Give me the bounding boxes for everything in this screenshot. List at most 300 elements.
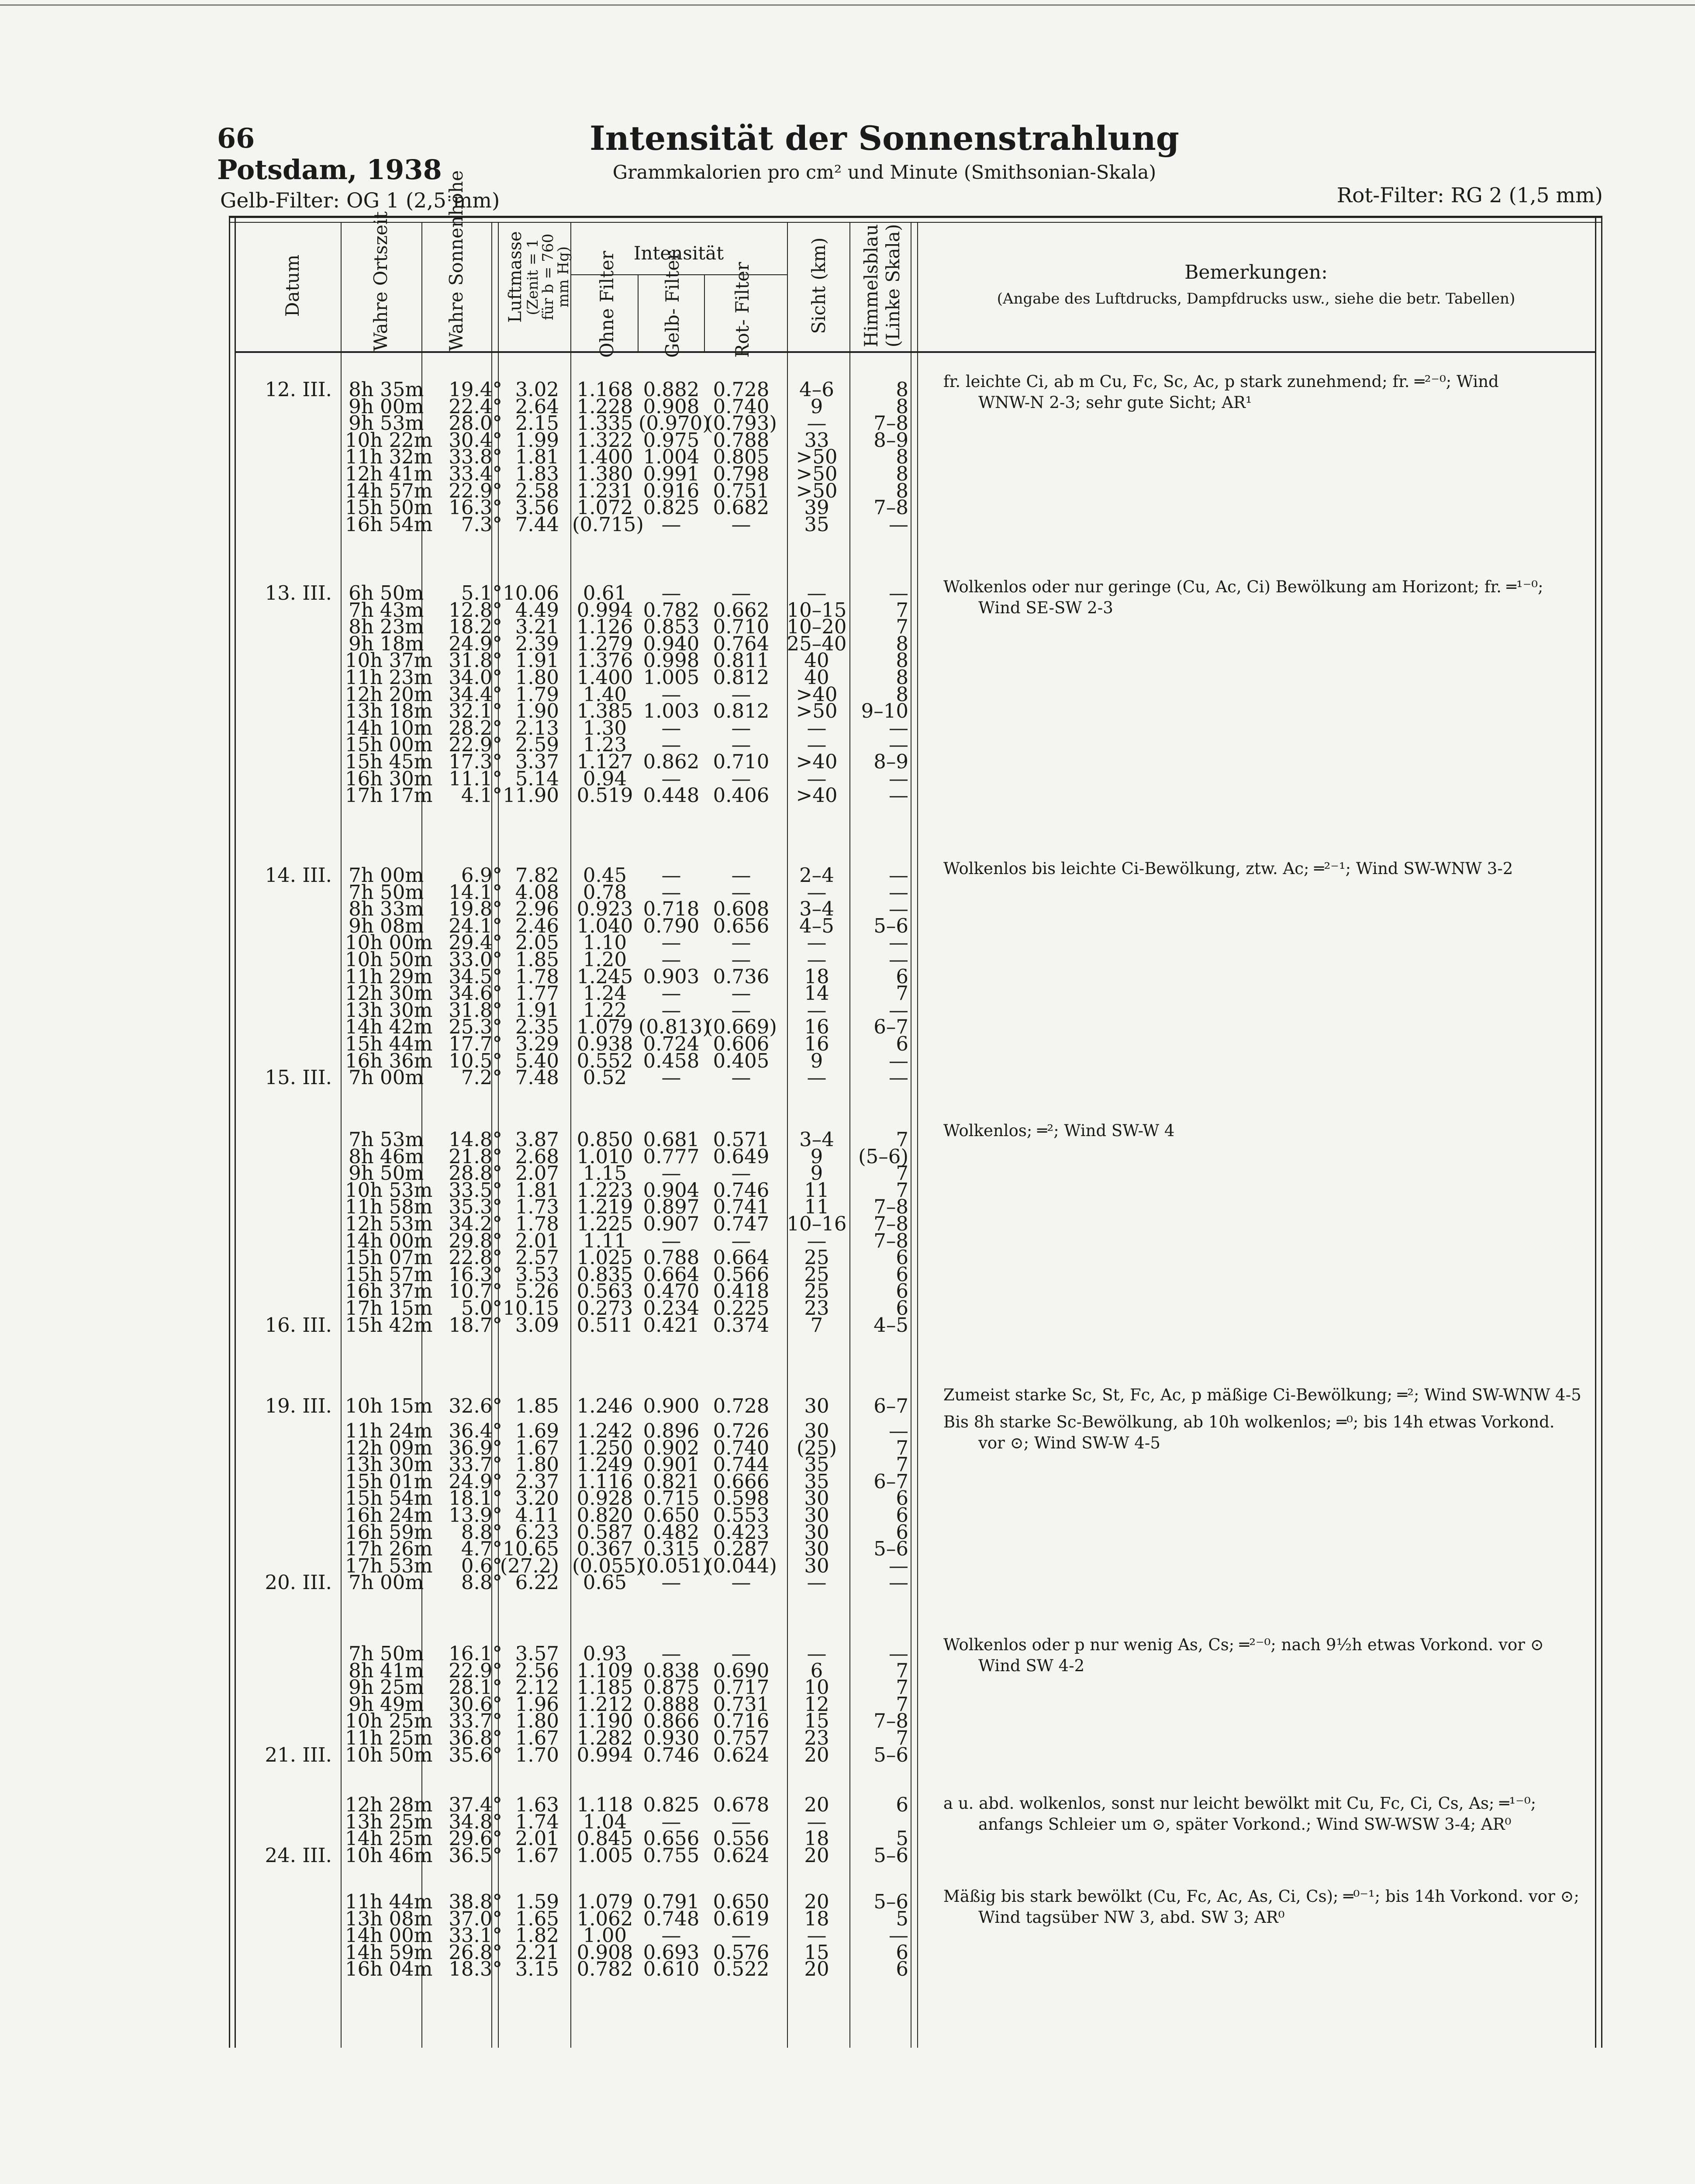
cell-time: 16h 36m	[345, 1049, 433, 1072]
cell-him: 8	[896, 378, 908, 401]
cell-him: 7	[896, 1128, 908, 1151]
cell-gelb: 0.681	[643, 1128, 700, 1151]
cell-alt: 6.9°	[461, 864, 502, 887]
cell-sicht: 25	[804, 1279, 829, 1303]
cell-sicht: >40	[796, 683, 838, 706]
cell-alt: 29.8°	[449, 1229, 502, 1252]
cell-time: 9h 50m	[349, 1161, 424, 1185]
cell-rot: 0.751	[713, 479, 770, 502]
cell-gelb: —	[661, 1571, 681, 1594]
cell-gelb: 0.821	[643, 1470, 700, 1493]
remark	[943, 577, 1585, 619]
cell-gelb: —	[661, 683, 681, 706]
cell-him: 7–8	[873, 1229, 908, 1252]
cell-ohne: 1.20	[583, 948, 627, 971]
cell-alt: 5.0°	[461, 1296, 502, 1320]
cell-time: 8h 35m	[349, 378, 424, 401]
cell-air: 2.05	[515, 931, 559, 954]
cell-alt: 34.8°	[449, 1810, 502, 1833]
header-wahre-sonnenhoehe: Wahre Sonnenhöhe	[445, 170, 467, 351]
cell-him: —	[889, 999, 908, 1022]
cell-air: 1.99	[515, 429, 559, 452]
cell-rot: 0.666	[713, 1470, 770, 1493]
cell-alt: 18.2°	[449, 615, 502, 638]
cell-ohne: 1.279	[577, 632, 633, 655]
cell-time: 14h 59m	[345, 1941, 433, 1964]
cell-ohne: 1.249	[577, 1453, 633, 1476]
cell-alt: 8.8°	[461, 1571, 502, 1594]
cell-time: 15h 07m	[345, 1246, 433, 1269]
cell-sicht: 3–4	[799, 1128, 834, 1151]
cell-rot: 0.656	[713, 914, 770, 937]
cell-gelb: 0.838	[643, 1659, 700, 1682]
cell-him: 8	[896, 649, 908, 672]
cell-alt: 34.2°	[449, 1212, 502, 1235]
cell-rot: 0.728	[713, 1394, 770, 1417]
cell-gelb: 0.458	[643, 1049, 700, 1072]
cell-him: 8	[896, 445, 908, 468]
cell-sicht: 2–4	[799, 864, 834, 887]
cell-rot: 0.576	[713, 1941, 770, 1964]
cell-alt: 31.8°	[449, 999, 502, 1022]
cell-sicht: >50	[796, 462, 838, 485]
page-title: Intensität der Sonnenstrahlung	[590, 119, 1179, 158]
cell-sicht: —	[807, 1571, 827, 1594]
cell-gelb: 0.998	[643, 649, 700, 672]
cell-rot: 0.225	[713, 1296, 770, 1320]
cell-gelb: —	[661, 881, 681, 904]
header-himmelsblau-scale: (Linke Skala)	[882, 224, 904, 348]
cell-him: 6	[896, 1793, 908, 1816]
cell-sicht: 23	[804, 1296, 829, 1320]
cell-alt: 24.9°	[449, 1470, 502, 1493]
cell-him: 8	[896, 462, 908, 485]
cell-him: 6	[896, 1246, 908, 1269]
cell-air: 6.22	[515, 1571, 559, 1594]
cell-ohne: 0.563	[577, 1279, 633, 1303]
cell-gelb: —	[661, 513, 681, 536]
cell-time: 9h 00m	[349, 395, 424, 418]
cell-rot: 0.798	[713, 462, 770, 485]
cell-time: 15h 44m	[345, 1032, 433, 1055]
cell-sicht: 39	[804, 496, 829, 519]
cell-rot: —	[731, 881, 751, 904]
cell-alt: 16.3°	[449, 1263, 502, 1286]
cell-time: 11h 32m	[345, 445, 433, 468]
cell-him: —	[889, 1419, 908, 1442]
cell-air: 5.40	[515, 1049, 559, 1072]
cell-him: 8	[896, 632, 908, 655]
remark-line: Wind tagsüber NW 3, abd. SW 3; AR⁰	[978, 1908, 1285, 1927]
cell-sicht: >40	[796, 784, 838, 807]
cell-alt: 28.1°	[449, 1676, 502, 1699]
cell-him: —	[889, 931, 908, 954]
page-number: 66	[217, 122, 255, 154]
cell-time: 11h 29m	[345, 965, 433, 988]
cell-gelb: 0.862	[643, 750, 700, 773]
cell-him: 6	[896, 1486, 908, 1510]
cell-alt: 7.3°	[461, 513, 502, 536]
cell-sicht: 35	[804, 1453, 829, 1476]
cell-ohne: 0.552	[577, 1049, 633, 1072]
cell-alt: 22.8°	[449, 1246, 502, 1269]
cell-time: 12h 09m	[345, 1436, 433, 1459]
cell-ohne: 0.850	[577, 1128, 633, 1151]
cell-gelb: 0.825	[643, 1793, 700, 1816]
cell-rot: 0.619	[713, 1907, 770, 1930]
cell-time: 7h 00m	[349, 864, 424, 887]
cell-air: 1.91	[515, 649, 559, 672]
cell-him: —	[889, 767, 908, 790]
cell-sicht: —	[807, 767, 827, 790]
cell-him: —	[889, 716, 908, 740]
cell-gelb: 0.853	[643, 615, 700, 638]
cell-sicht: 18	[804, 1907, 829, 1930]
cell-rot: 0.522	[713, 1957, 770, 1980]
cell-alt: 33.8°	[449, 445, 502, 468]
cell-gelb: 0.755	[643, 1844, 700, 1867]
cell-sicht: >50	[796, 445, 838, 468]
cell-air: (27.2)	[500, 1554, 559, 1577]
cell-time: 10h 37m	[345, 649, 433, 672]
cell-sicht: 25	[804, 1246, 829, 1269]
cell-ohne: 0.928	[577, 1486, 633, 1510]
cell-alt: 34.5°	[449, 965, 502, 988]
remark-line: Wolkenlos oder p nur wenig As, Cs; ═²⁻⁰; nach 9½h etwas Vorkond. vor ⊙	[943, 1635, 1544, 1654]
cell-gelb: —	[661, 1924, 681, 1947]
cell-sicht: 30	[804, 1537, 829, 1560]
cell-gelb: 0.791	[643, 1890, 700, 1913]
cell-air: 1.59	[515, 1890, 559, 1913]
cell-air: 2.13	[515, 716, 559, 740]
cell-time: 9h 25m	[349, 1676, 424, 1699]
cell-gelb: —	[661, 999, 681, 1022]
cell-gelb: 0.234	[643, 1296, 700, 1320]
cell-gelb: 0.482	[643, 1521, 700, 1544]
cell-ohne: 0.93	[583, 1642, 627, 1665]
cell-alt: 28.8°	[449, 1161, 502, 1185]
cell-rot: 0.678	[713, 1793, 770, 1816]
cell-gelb: 0.788	[643, 1246, 700, 1269]
cell-air: 6.23	[515, 1521, 559, 1544]
cell-air: 3.20	[515, 1486, 559, 1510]
cell-ohne: 1.010	[577, 1145, 633, 1168]
cell-gelb: —	[661, 1161, 681, 1185]
cell-air: 1.77	[515, 981, 559, 1005]
cell-time: 16h 24m	[345, 1503, 433, 1527]
cell-ohne: 1.400	[577, 666, 633, 689]
cell-date: 21. III.	[265, 1743, 332, 1766]
cell-rot: 0.710	[713, 615, 770, 638]
cell-air: 5.14	[515, 767, 559, 790]
cell-air: 4.11	[515, 1503, 559, 1527]
cell-ohne: 1.228	[577, 395, 633, 418]
cell-gelb: —	[661, 981, 681, 1005]
cell-ohne: 1.380	[577, 462, 633, 485]
header-luftmasse-sub1: (Zenit = 1	[524, 238, 542, 315]
cell-ohne: 1.30	[583, 716, 627, 740]
cell-rot: (0.669)	[705, 1015, 777, 1038]
table-left-border	[229, 218, 235, 2048]
cell-rot: —	[731, 931, 751, 954]
cell-ohne: 1.118	[577, 1793, 633, 1816]
cell-rot: 0.662	[713, 598, 770, 622]
cell-ohne: 0.994	[577, 1743, 633, 1766]
cell-him: 5	[896, 1827, 908, 1850]
cell-rot: 0.406	[713, 784, 770, 807]
cell-him: 7	[896, 1453, 908, 1476]
cell-rot: 0.682	[713, 496, 770, 519]
cell-time: 15h 57m	[345, 1263, 433, 1286]
cell-air: 7.48	[515, 1066, 559, 1089]
cell-time: 9h 53m	[349, 411, 424, 435]
cell-gelb: 0.656	[643, 1827, 700, 1850]
cell-alt: 33.7°	[449, 1453, 502, 1476]
remark-line: Bis 8h starke Sc-Bewölkung, ab 10h wolkenlos; ═⁰; bis 14h etwas Vorkond.	[943, 1413, 1555, 1431]
cell-rot: —	[731, 1161, 751, 1185]
header-gelb-filter: Gelb- Filter	[662, 251, 683, 358]
cell-alt: 37.0°	[449, 1907, 502, 1930]
cell-him: 6	[896, 1521, 908, 1544]
cell-sicht: —	[807, 1229, 827, 1252]
cell-ohne: 1.025	[577, 1246, 633, 1269]
cell-alt: 35.3°	[449, 1195, 502, 1218]
cell-time: 11h 24m	[345, 1419, 433, 1442]
cell-ohne: 0.519	[577, 784, 633, 807]
cell-ohne: 0.820	[577, 1503, 633, 1527]
cell-air: 3.29	[515, 1032, 559, 1055]
cell-air: 2.64	[515, 395, 559, 418]
cell-time: 6h 50m	[349, 581, 424, 605]
cell-air: 1.82	[515, 1924, 559, 1947]
cell-him: 7	[896, 1161, 908, 1185]
cell-time: 10h 25m	[345, 1709, 433, 1732]
cell-time: 16h 37m	[345, 1279, 433, 1303]
cell-alt: 22.9°	[449, 1659, 502, 1682]
cell-time: 16h 59m	[345, 1521, 433, 1544]
cell-him: 7	[896, 1726, 908, 1749]
cell-sicht: 35	[804, 513, 829, 536]
cell-sicht: 33	[804, 429, 829, 452]
cell-rot: —	[731, 513, 751, 536]
cell-time: 15h 54m	[345, 1486, 433, 1510]
cell-air: 1.73	[515, 1195, 559, 1218]
cell-gelb: 0.991	[643, 462, 700, 485]
cell-sicht: —	[807, 733, 827, 756]
cell-him: —	[889, 733, 908, 756]
cell-sicht: —	[807, 581, 827, 605]
cell-gelb: 0.866	[643, 1709, 700, 1732]
cell-date: 12. III.	[265, 378, 332, 401]
cell-time: 14h 00m	[345, 1229, 433, 1252]
cell-sicht: 35	[804, 1470, 829, 1493]
rot-filter-note: Rot-Filter: RG 2 (1,5 mm)	[1336, 183, 1603, 207]
cell-time: 7h 00m	[349, 1066, 424, 1089]
cell-sicht: 23	[804, 1726, 829, 1749]
cell-rot: —	[731, 767, 751, 790]
cell-sicht: 20	[804, 1743, 829, 1766]
cell-time: 7h 50m	[349, 881, 424, 904]
cell-rot: 0.746	[713, 1178, 770, 1202]
cell-ohne: 0.65	[583, 1571, 627, 1594]
cell-time: 14h 10m	[345, 716, 433, 740]
cell-gelb: 0.888	[643, 1693, 700, 1716]
cell-air: 1.69	[515, 1419, 559, 1442]
cell-time: 15h 50m	[345, 496, 433, 519]
cell-rot: —	[731, 716, 751, 740]
cell-time: 9h 08m	[349, 914, 424, 937]
cell-gelb: 0.715	[643, 1486, 700, 1510]
cell-air: 2.01	[515, 1229, 559, 1252]
cell-time: 17h 26m	[345, 1537, 433, 1560]
cell-alt: 36.8°	[449, 1726, 502, 1749]
cell-sicht: >40	[796, 750, 838, 773]
cell-rot: 0.287	[713, 1537, 770, 1560]
cell-him: 7	[896, 1178, 908, 1202]
cell-air: 2.37	[515, 1470, 559, 1493]
cell-sicht: 16	[804, 1032, 829, 1055]
cell-ohne: 1.00	[583, 1924, 627, 1947]
cell-alt: 33.7°	[449, 1709, 502, 1732]
cell-rot: 0.650	[713, 1890, 770, 1913]
cell-him: 7–8	[873, 1195, 908, 1218]
cell-alt: 16.1°	[449, 1642, 502, 1665]
cell-rot: 0.624	[713, 1743, 770, 1766]
cell-sicht: >50	[796, 699, 838, 722]
cell-air: 2.59	[515, 733, 559, 756]
cell-ohne: 0.587	[577, 1521, 633, 1544]
cell-air: 1.85	[515, 948, 559, 971]
cell-gelb: 0.903	[643, 965, 700, 988]
cell-sicht: (25)	[796, 1436, 837, 1459]
cell-alt: 28.2°	[449, 716, 502, 740]
cell-ohne: 0.908	[577, 1941, 633, 1964]
cell-time: 7h 53m	[349, 1128, 424, 1151]
cell-air: 5.26	[515, 1279, 559, 1303]
cell-ohne: 1.400	[577, 445, 633, 468]
cell-him: —	[889, 1049, 908, 1072]
header-luftmasse-sub2: für b = 760	[539, 233, 557, 321]
cell-rot: 0.812	[713, 699, 770, 722]
cell-ohne: 1.062	[577, 1907, 633, 1930]
cell-rot: 0.606	[713, 1032, 770, 1055]
cell-ohne: 0.994	[577, 598, 633, 622]
header-datum: Datum	[282, 254, 303, 317]
table-right-border-inner	[1595, 218, 1596, 2048]
cell-ohne: (0.055)	[572, 1554, 644, 1577]
cell-alt: 36.5°	[449, 1844, 502, 1867]
cell-rot: 0.664	[713, 1246, 770, 1269]
cell-rot: 0.757	[713, 1726, 770, 1749]
cell-air: 2.46	[515, 914, 559, 937]
header-bemerkungen: Bemerkungen:	[1184, 261, 1328, 283]
cell-date: 24. III.	[265, 1844, 332, 1867]
table-top-border	[229, 216, 1602, 218]
cell-rot: (0.793)	[705, 411, 777, 435]
cell-sicht: 20	[804, 1890, 829, 1913]
cell-him: 6	[896, 1279, 908, 1303]
cell-ohne: 1.079	[577, 1015, 633, 1038]
cell-gelb: —	[661, 1066, 681, 1089]
remark-line: Wolkenlos oder nur geringe (Cu, Ac, Ci) Bewölkung am Horizont; fr. ═¹⁻⁰;	[943, 577, 1543, 596]
page-subtitle: Grammkalorien pro cm² und Minute (Smithsonian-Skala)	[612, 162, 1156, 183]
cell-alt: 37.4°	[449, 1793, 502, 1816]
cell-rot: 0.556	[713, 1827, 770, 1850]
cell-sicht: 25	[804, 1263, 829, 1286]
header-bemerkungen-note: (Angabe des Luftdrucks, Dampfdrucks usw., siehe die betr. Tabellen)	[997, 290, 1515, 308]
table-left-border-inner	[235, 218, 236, 2048]
cell-him: 4–5	[873, 1313, 908, 1337]
header-luftmasse: Luftmasse	[505, 231, 525, 323]
cell-gelb: 0.902	[643, 1436, 700, 1459]
cell-gelb: 0.421	[643, 1313, 700, 1337]
cell-gelb: 0.790	[643, 914, 700, 937]
remark-line: anfangs Schleier um ⊙, später Vorkond.; Wind SW-WSW 3-4; AR⁰	[978, 1815, 1512, 1834]
cell-air: 10.06	[503, 581, 559, 605]
cell-sicht: 10–16	[787, 1212, 847, 1235]
cell-gelb: —	[661, 581, 681, 605]
cell-rot: 0.374	[713, 1313, 770, 1337]
cell-air: 3.56	[515, 496, 559, 519]
cell-air: 2.57	[515, 1246, 559, 1269]
cell-him: 9–10	[861, 699, 908, 722]
cell-him: 7–8	[873, 1709, 908, 1732]
cell-time: 10h 46m	[345, 1844, 433, 1867]
cell-alt: 33.5°	[449, 1178, 502, 1202]
cell-gelb: 0.315	[643, 1537, 700, 1560]
cell-rot: 0.553	[713, 1503, 770, 1527]
cell-air: 1.70	[515, 1743, 559, 1766]
cell-ohne: 1.322	[577, 429, 633, 452]
cell-gelb: —	[661, 1810, 681, 1833]
cell-gelb: 0.448	[643, 784, 700, 807]
cell-gelb: 0.896	[643, 1419, 700, 1442]
cell-alt: 28.0°	[449, 411, 502, 435]
cell-rot: 0.598	[713, 1486, 770, 1510]
cell-him: 7	[896, 1659, 908, 1682]
cell-rot: (0.044)	[705, 1554, 777, 1577]
cell-air: 1.78	[515, 1212, 559, 1235]
cell-air: 2.35	[515, 1015, 559, 1038]
cell-ohne: 1.335	[577, 411, 633, 435]
column-divider	[917, 222, 918, 2048]
cell-sicht: 30	[804, 1394, 829, 1417]
cell-ohne: 1.04	[583, 1810, 627, 1833]
cell-alt: 29.6°	[449, 1827, 502, 1850]
cell-sicht: —	[807, 411, 827, 435]
cell-him: 8	[896, 395, 908, 418]
cell-time: 12h 30m	[345, 981, 433, 1005]
cell-sicht: 18	[804, 1827, 829, 1850]
cell-time: 7h 00m	[349, 1571, 424, 1594]
cell-him: 8	[896, 683, 908, 706]
cell-him: 8	[896, 666, 908, 689]
cell-ohne: 1.072	[577, 496, 633, 519]
cell-air: 2.15	[515, 411, 559, 435]
cell-him: 7–8	[873, 1212, 908, 1235]
header-himmelsblau: Himmelsblau	[860, 224, 882, 347]
cell-alt: 30.6°	[449, 1693, 502, 1716]
cell-air: 1.80	[515, 1453, 559, 1476]
cell-alt: 18.3°	[449, 1957, 502, 1980]
cell-alt: 22.9°	[449, 479, 502, 502]
remark	[943, 371, 1585, 413]
cell-ohne: 0.94	[583, 767, 627, 790]
cell-rot: —	[731, 683, 751, 706]
cell-gelb: (0.813)	[639, 1015, 710, 1038]
cell-gelb: 0.718	[643, 897, 700, 920]
cell-him: 5	[896, 1907, 908, 1930]
